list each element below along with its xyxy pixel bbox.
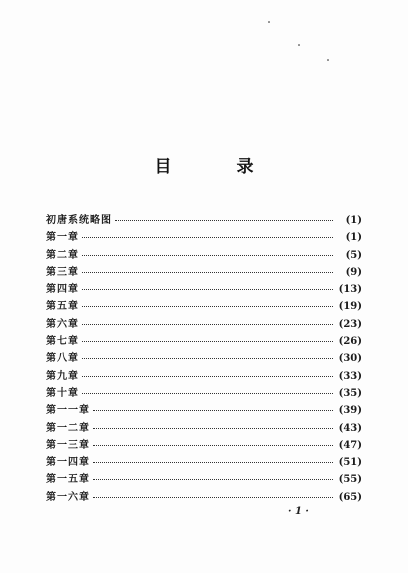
toc-entry-label: 第六章 [46, 318, 79, 330]
scan-speck [268, 21, 270, 23]
toc-entry-label: 第四章 [46, 284, 79, 296]
toc-entry[interactable] [46, 367, 362, 384]
dot-leader [82, 255, 333, 256]
toc-entry[interactable] [46, 297, 362, 314]
toc-entry-label: 第一一章 [46, 405, 90, 417]
dot-leader [82, 358, 333, 359]
toc-entry-page: (13) [338, 284, 362, 296]
toc-entry[interactable] [46, 470, 362, 487]
toc-entry[interactable] [46, 488, 362, 505]
toc-entry-label: 第九章 [46, 370, 79, 382]
toc-entry[interactable] [46, 436, 362, 453]
toc-entry-label: 第一六章 [46, 491, 90, 503]
dot-leader [93, 428, 333, 429]
toc-entry-page: (19) [338, 301, 362, 313]
toc-entry-page: (55) [338, 474, 362, 486]
toc-entry[interactable] [46, 384, 362, 401]
toc-entry-page: (35) [338, 387, 362, 399]
toc-entry-page: (9) [345, 266, 362, 278]
toc-entry-label: 第八章 [46, 353, 79, 365]
toc-entry[interactable] [46, 280, 362, 297]
toc-entry-page: (5) [345, 249, 362, 261]
toc-entry-label: 第一二章 [46, 422, 90, 434]
toc-entry-page: (47) [338, 439, 362, 451]
table-of-contents [46, 211, 362, 505]
toc-entry-page: (33) [338, 370, 362, 382]
dot-leader [93, 410, 333, 411]
dot-leader [93, 479, 333, 480]
dot-leader [82, 324, 333, 325]
toc-entry[interactable] [46, 332, 362, 349]
toc-entry-label: 第一三章 [46, 439, 90, 451]
toc-entry-page: (43) [338, 422, 362, 434]
toc-entry-page: (23) [338, 318, 362, 330]
page-number: · 1 · [288, 506, 309, 517]
dot-leader [115, 220, 333, 221]
toc-entry[interactable] [46, 315, 362, 332]
toc-entry[interactable] [46, 263, 362, 280]
toc-entry-page: (51) [338, 457, 362, 469]
dot-leader [93, 445, 333, 446]
toc-entry[interactable] [46, 228, 362, 245]
toc-entry[interactable] [46, 246, 362, 263]
dot-leader [82, 393, 333, 394]
dot-leader [93, 462, 333, 463]
scan-speck [327, 59, 329, 61]
toc-entry[interactable] [46, 349, 362, 366]
scan-speck [298, 44, 300, 46]
toc-entry-label: 初唐系统略图 [46, 215, 112, 226]
toc-entry-page: (30) [338, 353, 362, 365]
toc-entry-label: 第三章 [46, 266, 79, 278]
toc-entry-label: 第一五章 [46, 474, 90, 486]
toc-entry-page: (1) [345, 215, 362, 226]
toc-entry-label: 第一四章 [46, 457, 90, 469]
toc-entry-page: (26) [338, 336, 362, 348]
toc-entry[interactable] [46, 401, 362, 418]
toc-entry[interactable] [46, 211, 362, 228]
dot-leader [82, 376, 333, 377]
dot-leader [82, 289, 333, 290]
toc-entry-page: (65) [338, 491, 362, 503]
dot-leader [93, 497, 333, 498]
toc-entry[interactable] [46, 419, 362, 436]
toc-entry-page: (1) [345, 232, 362, 244]
dot-leader [82, 272, 333, 273]
toc-entry[interactable] [46, 453, 362, 470]
dot-leader [82, 306, 333, 307]
toc-entry-page: (39) [338, 405, 362, 417]
toc-entry-label: 第二章 [46, 249, 79, 261]
dot-leader [82, 237, 333, 238]
toc-entry-label: 第一章 [46, 232, 79, 244]
toc-entry-label: 第十章 [46, 387, 79, 399]
toc-entry-label: 第五章 [46, 301, 79, 313]
page-title: 目 录 [154, 157, 278, 177]
dot-leader [82, 341, 333, 342]
toc-entry-label: 第七章 [46, 336, 79, 348]
